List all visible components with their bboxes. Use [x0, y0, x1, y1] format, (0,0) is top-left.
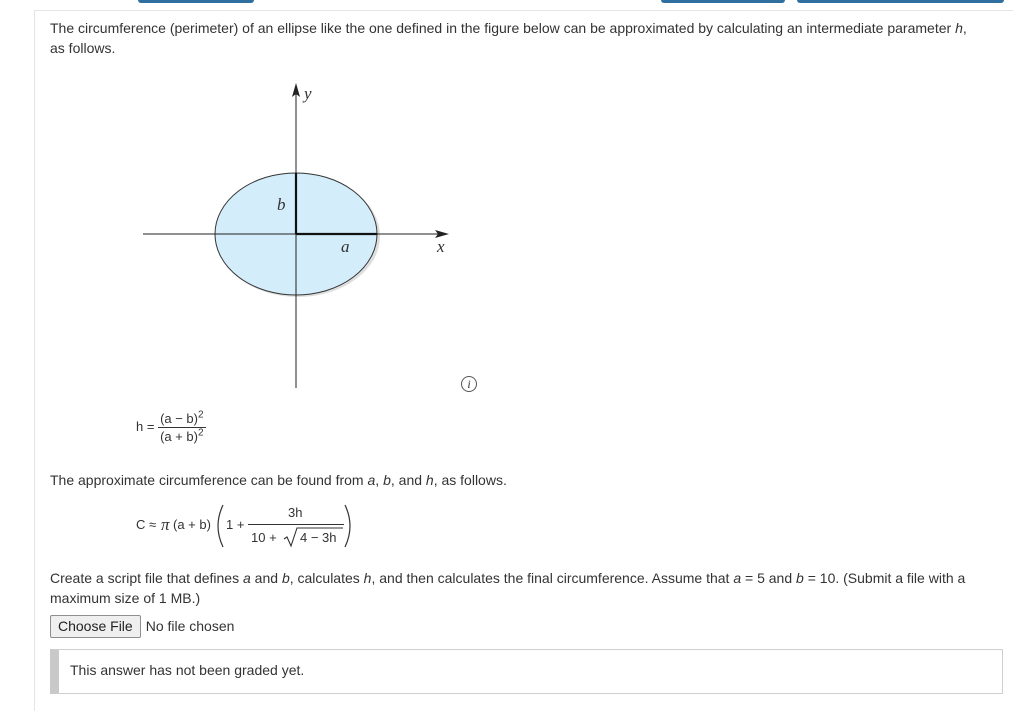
- top-button-stub-2: [661, 0, 785, 3]
- formula-c-fraction-bar: [248, 524, 344, 525]
- formula-h-lhs: h =: [136, 418, 155, 434]
- intro-text-2: as follows.: [50, 40, 116, 56]
- formula-h-fraction: [158, 411, 206, 444]
- task-var-b: b: [281, 570, 290, 586]
- task-and: and: [250, 570, 282, 586]
- var-h: h: [955, 20, 963, 36]
- info-icon[interactable]: i: [461, 376, 477, 392]
- task-paragraph: [50, 568, 990, 608]
- choose-file-button[interactable]: Choose File: [50, 615, 141, 638]
- formula-c-ab: (a + b): [173, 517, 211, 532]
- task-var-b-2: b: [796, 570, 804, 586]
- a-label: a: [341, 237, 350, 256]
- formula-h-den-text: (a + b): [160, 429, 198, 444]
- formula-c-right-paren: [342, 503, 356, 549]
- grading-message: This answer has not been graded yet.: [70, 662, 305, 678]
- ellipse-figure: [140, 80, 485, 392]
- file-upload-row: [50, 614, 234, 638]
- formula-c-radicand: 4 − 3h: [300, 530, 337, 545]
- formula-h-numerator: [158, 411, 206, 427]
- formula-c-pi: π: [161, 515, 170, 534]
- task-text-5: = 10. (Submit a file with a: [803, 570, 966, 586]
- task-var-a: a: [243, 570, 251, 586]
- intro-paragraph: [50, 18, 990, 58]
- circ-text-2: , as follows.: [433, 472, 507, 488]
- formula-c-left-paren: [212, 503, 226, 549]
- formula-c-den-left: 10 +: [251, 530, 277, 545]
- formula-h-den-exp: 2: [198, 427, 204, 439]
- intro-comma: ,: [962, 20, 967, 36]
- circ-var-h: h: [425, 472, 434, 488]
- task-text-4: = 5 and: [741, 570, 797, 586]
- intro-text: The circumference (perimeter) of an ellipse like the one defined in the figure below can be approximated by calculating an intermediate parameter: [50, 20, 956, 36]
- formula-c-lhs: C ≈: [136, 517, 157, 532]
- file-status: No file chosen: [145, 618, 235, 634]
- circ-var-b: b: [383, 472, 391, 488]
- task-text-3: , and then calculates the final circumference. Assume that: [371, 570, 734, 586]
- formula-h-denominator: [158, 427, 206, 444]
- circ-sep-2: , and: [390, 472, 426, 488]
- formula-c: [136, 503, 376, 551]
- formula-c-one-plus: 1 +: [226, 517, 245, 532]
- circ-sep-1: ,: [375, 472, 384, 488]
- task-var-a-2: a: [733, 570, 742, 586]
- formula-c-numerator: 3h: [288, 505, 303, 520]
- task-text-1: Create a script file that defines: [50, 570, 243, 586]
- b-label: b: [277, 195, 286, 214]
- formula-h: [136, 411, 206, 444]
- circ-text-1: The approximate circumference can be found from: [50, 472, 368, 488]
- formula-h-num-exp: 2: [198, 409, 204, 421]
- grading-status-box: [50, 649, 1003, 694]
- top-button-stub-1: [138, 0, 254, 3]
- task-text-6: maximum size of 1 MB.): [50, 590, 201, 606]
- formula-h-num-text: (a − b): [160, 411, 198, 426]
- circumference-paragraph: [50, 470, 990, 490]
- circ-var-a: a: [367, 472, 376, 488]
- task-text-2: , calculates: [289, 570, 364, 586]
- x-label: x: [437, 237, 445, 256]
- top-button-stub-3: [797, 0, 1004, 3]
- y-label: y: [304, 84, 312, 103]
- task-var-h: h: [363, 570, 372, 586]
